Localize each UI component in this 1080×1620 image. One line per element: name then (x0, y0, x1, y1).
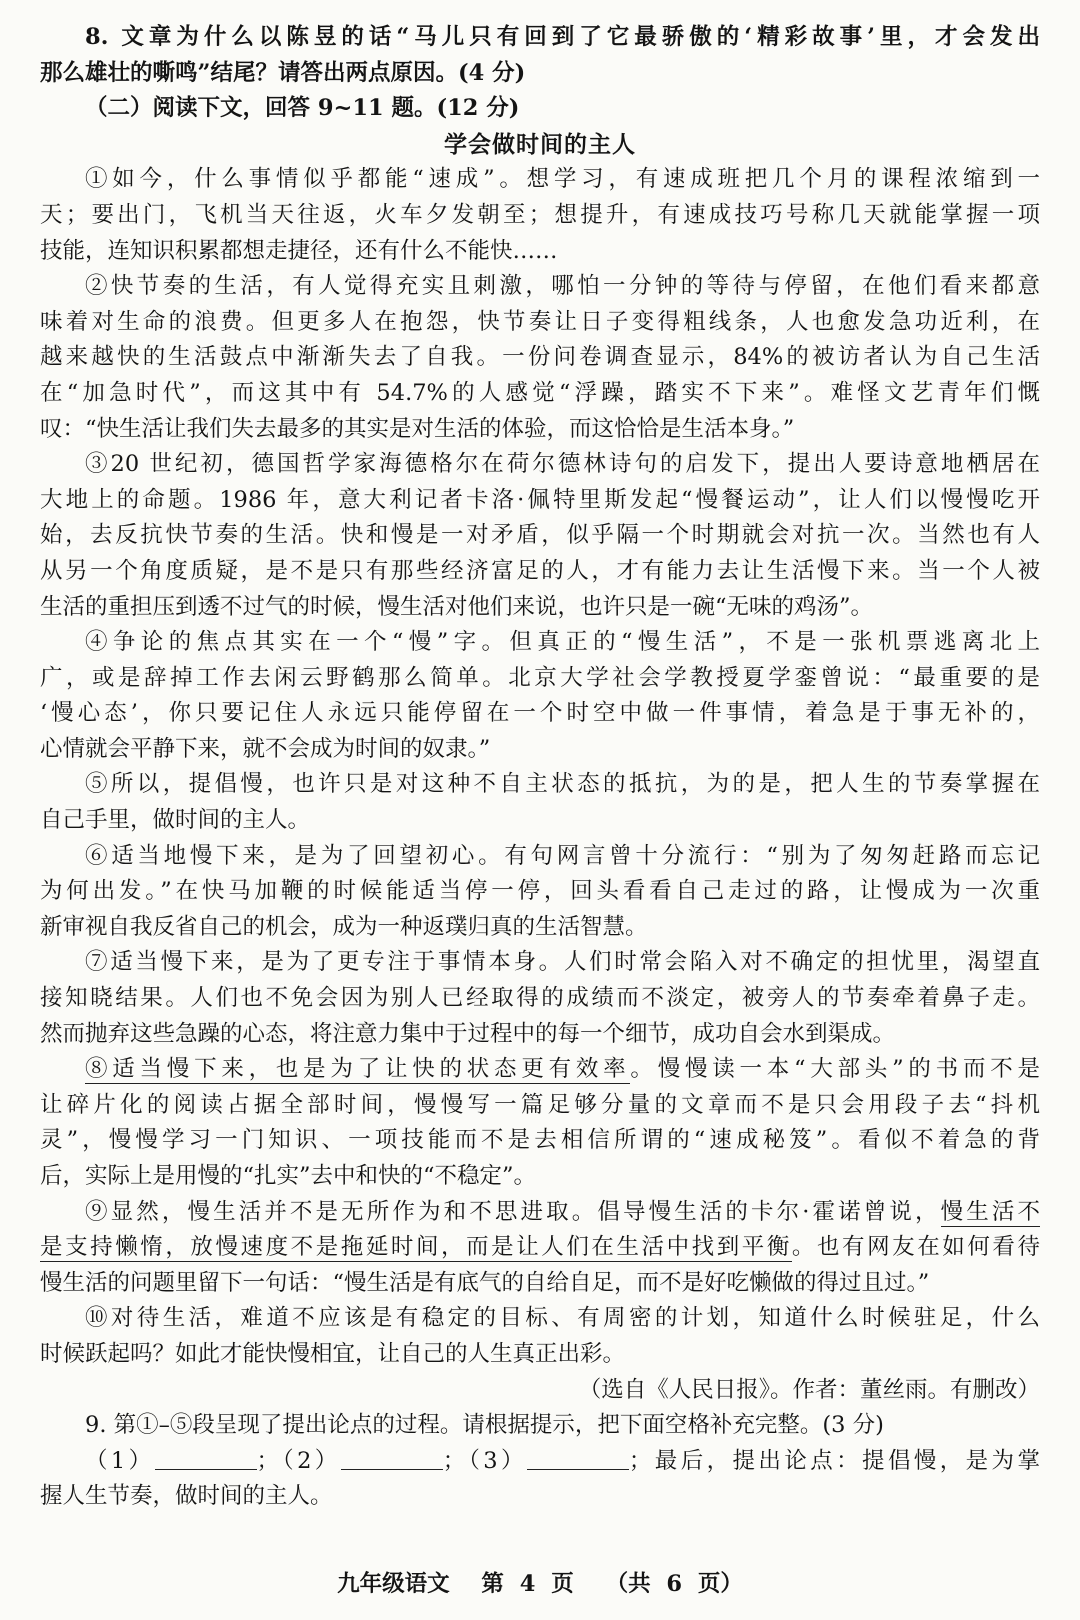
section-2-heading: （二）阅读下文，回答 9~11 题。(12 分) (85, 95, 520, 122)
p8-line: 让碎片化的阅读占据全部时间，慢慢写一篇足够分量的文章而不是只会用段子去“抖机 (40, 1091, 1040, 1118)
p9-text: 。也有网友在如何看待 (791, 1234, 1040, 1261)
q9-blanks-line (40, 1444, 1040, 1480)
question-8 (40, 20, 1040, 91)
paragraph-2 (40, 269, 1040, 447)
paragraph-5 (40, 767, 1040, 838)
article-source: （选自《人民日报》。作者：董丝雨。有删改） (578, 1376, 1040, 1403)
p8-underlined-sentence: ⑧适当慢下来，也是为了让快的状态更有效率 (85, 1056, 631, 1083)
article-title: 学会做时间的主人 (444, 130, 636, 158)
p2-line: 味着对生命的浪费。但更多人在抱怨，快节奏让日子变得粗线条，人也愈发急功近利，在 (40, 308, 1040, 335)
p3-line: 生活的重担压到透不过气的时候，慢生活对他们来说，也许只是一碗“无味的鸡汤”。 (40, 593, 874, 620)
answer-blank-3[interactable] (527, 1447, 629, 1470)
paragraph-1 (40, 162, 1040, 269)
p7-line: ⑦适当慢下来，是为了更专注于事情本身。人们时常会陷入对不确定的担忧里，渴望直 (85, 949, 1040, 976)
paragraph-4 (40, 625, 1040, 767)
p2-line: 叹：“快生活让我们失去最多的其实是对生活的体验，而这恰恰是生活本身。” (40, 415, 795, 442)
footer-page: 第 4 页 (481, 1571, 574, 1597)
paragraph-3 (40, 447, 1040, 625)
paragraph-9 (40, 1195, 1040, 1302)
answer-blank-2[interactable] (341, 1447, 443, 1470)
p8-line: 灵”，慢慢学习一门知识、一项技能而不是去相信所谓的“速成秘笈”。看似不着急的背 (40, 1127, 1040, 1154)
p1-line: 天；要出门，飞机当天往返，火车夕发朝至；想提升，有速成技巧号称几天就能掌握一项 (40, 201, 1040, 228)
q9-prompt: 9. 第①–⑤段呈现了提出论点的过程。请根据提示，把下面空格补充完整。(3 分) (85, 1412, 884, 1439)
p8-line: 后，实际上是用慢的“扎实”去中和快的“不稳定”。 (40, 1163, 537, 1189)
question-9 (40, 1408, 1040, 1515)
paragraph-7 (40, 945, 1040, 1052)
paragraph-10 (40, 1301, 1040, 1372)
p10-line: ⑩对待生活，难道不应该是有稳定的目标、有周密的计划，知道什么时候驻足，什么 (85, 1305, 1040, 1332)
p2-line: 在“加急时代”，而这其中有 54.7%的人感觉“浮躁，踏实不下来”。难怪文艺青年们慨 (40, 379, 1040, 406)
p4-line: 广，或是辞掉工作去闲云野鹤那么简单。北京大学社会学教授夏学銮曾说：“最重要的是 (40, 664, 1040, 691)
p7-line: 然而抛弃这些急躁的心态，将注意力集中于过程中的每一个细节，成功自会水到渠成。 (40, 1020, 896, 1047)
q9-label-1: （1） (85, 1447, 155, 1474)
p4-line: ④争论的焦点其实在一个“慢”字。但真正的“慢生活”，不是一张机票逃离北上 (85, 629, 1040, 656)
p2-line: 越来越快的生活鼓点中渐渐失去了自我。一份问卷调查显示，84%的被访者认为自己生活 (40, 344, 1040, 371)
p1-line: ①如今，什么事情似乎都能“速成”。想学习，有速成班把几个月的课程浓缩到一 (85, 166, 1040, 193)
q9-after: ；最后，提出论点：提倡慢，是为掌 (628, 1447, 1040, 1474)
p9-line (40, 1195, 1040, 1231)
p8-text: 。慢慢读一本“大部头”的书而不是 (630, 1056, 1040, 1083)
q8-line-1: 8. 文章为什么以陈昱的话“马儿只有回到了它最骄傲的‘精彩故事’里，才会发出 (85, 24, 1040, 50)
p6-line: 为何出发。”在快马加鞭的时候能适当停一停，回头看看自己走过的路，让慢成为一次重 (40, 878, 1040, 905)
page-footer (0, 1566, 1080, 1598)
q9-line-2: 握人生节奏，做时间的主人。 (40, 1483, 333, 1510)
paragraph-8 (40, 1052, 1040, 1194)
p4-line: 心情就会平静下来，就不会成为时间的奴隶。” (40, 735, 491, 762)
p1-line: 技能，连知识积累都想走捷径，还有什么不能快…… (40, 237, 558, 264)
p9-underlined-sentence: 慢生活不 (940, 1198, 1040, 1225)
p7-line: 接知晓结果。人们也不免会因为别人已经取得的成绩而不淡定，被旁人的节奏牵着鼻子走。 (40, 985, 1040, 1012)
p9-line (40, 1230, 1040, 1266)
paragraph-6 (40, 839, 1040, 946)
p3-line: 大地上的命题。1986 年，意大利记者卡洛·佩特里斯发起“慢餐运动”，让人们以慢慢吃开 (40, 486, 1040, 513)
footer-total: （共 6 页） (605, 1571, 743, 1597)
q9-label-2: ；（2） (256, 1447, 341, 1474)
p3-line: ③20 世纪初，德国哲学家海德格尔在荷尔德林诗句的启发下，提出人要诗意地栖居在 (85, 451, 1040, 478)
p3-line: 始，去反抗快节奏的生活。快和慢是一对矛盾，似乎隔一个时期就会对抗一次。当然也有人 (40, 522, 1040, 549)
p8-line (40, 1052, 1040, 1088)
p10-line: 时候跃起吗？如此才能快慢相宜，让自己的人生真正出彩。 (40, 1340, 626, 1367)
p6-line: ⑥适当地慢下来，是为了回望初心。有句网言曾十分流行：“别为了匆匆赶路而忘记 (85, 842, 1040, 869)
p3-line: 从另一个角度质疑，是不是只有那些经济富足的人，才有能力去让生活慢下来。当一个人被 (40, 557, 1040, 584)
p6-line: 新审视自我反省自己的机会，成为一种返璞归真的生活智慧。 (40, 913, 648, 940)
q9-label-3: ；（3） (442, 1447, 527, 1474)
p9-underlined-sentence: 是支持懒惰，放慢速度不是拖延时间，而是让人们在生活中找到平衡 (40, 1234, 792, 1261)
p4-line: ‘慢心态’，你只要记住人永远只能停留在一个时空中做一件事情，着急是于事无补的， (40, 700, 1040, 727)
p9-text: ⑨显然，慢生活并不是无所作为和不思进取。倡导慢生活的卡尔·霍诺曾说， (85, 1198, 941, 1225)
p5-line: ⑤所以，提倡慢，也许只是对这种不自主状态的抵抗，为的是，把人生的节奏掌握在 (85, 771, 1040, 798)
p9-line: 慢生活的问题里留下一句话：“慢生活是有底气的自给自足，而不是好吃懒做的得过且过。” (40, 1269, 930, 1296)
p2-line: ②快节奏的生活，有人觉得充实且刺激，哪怕一分钟的等待与停留，在他们看来都意 (85, 273, 1040, 300)
answer-blank-1[interactable] (155, 1447, 257, 1470)
p5-line: 自己手里，做时间的主人。 (40, 807, 311, 834)
q8-line-2: 那么雄壮的嘶鸣”结尾？请答出两点原因。(4 分) (40, 59, 526, 86)
footer-subject: 九年级语文 (337, 1571, 450, 1597)
